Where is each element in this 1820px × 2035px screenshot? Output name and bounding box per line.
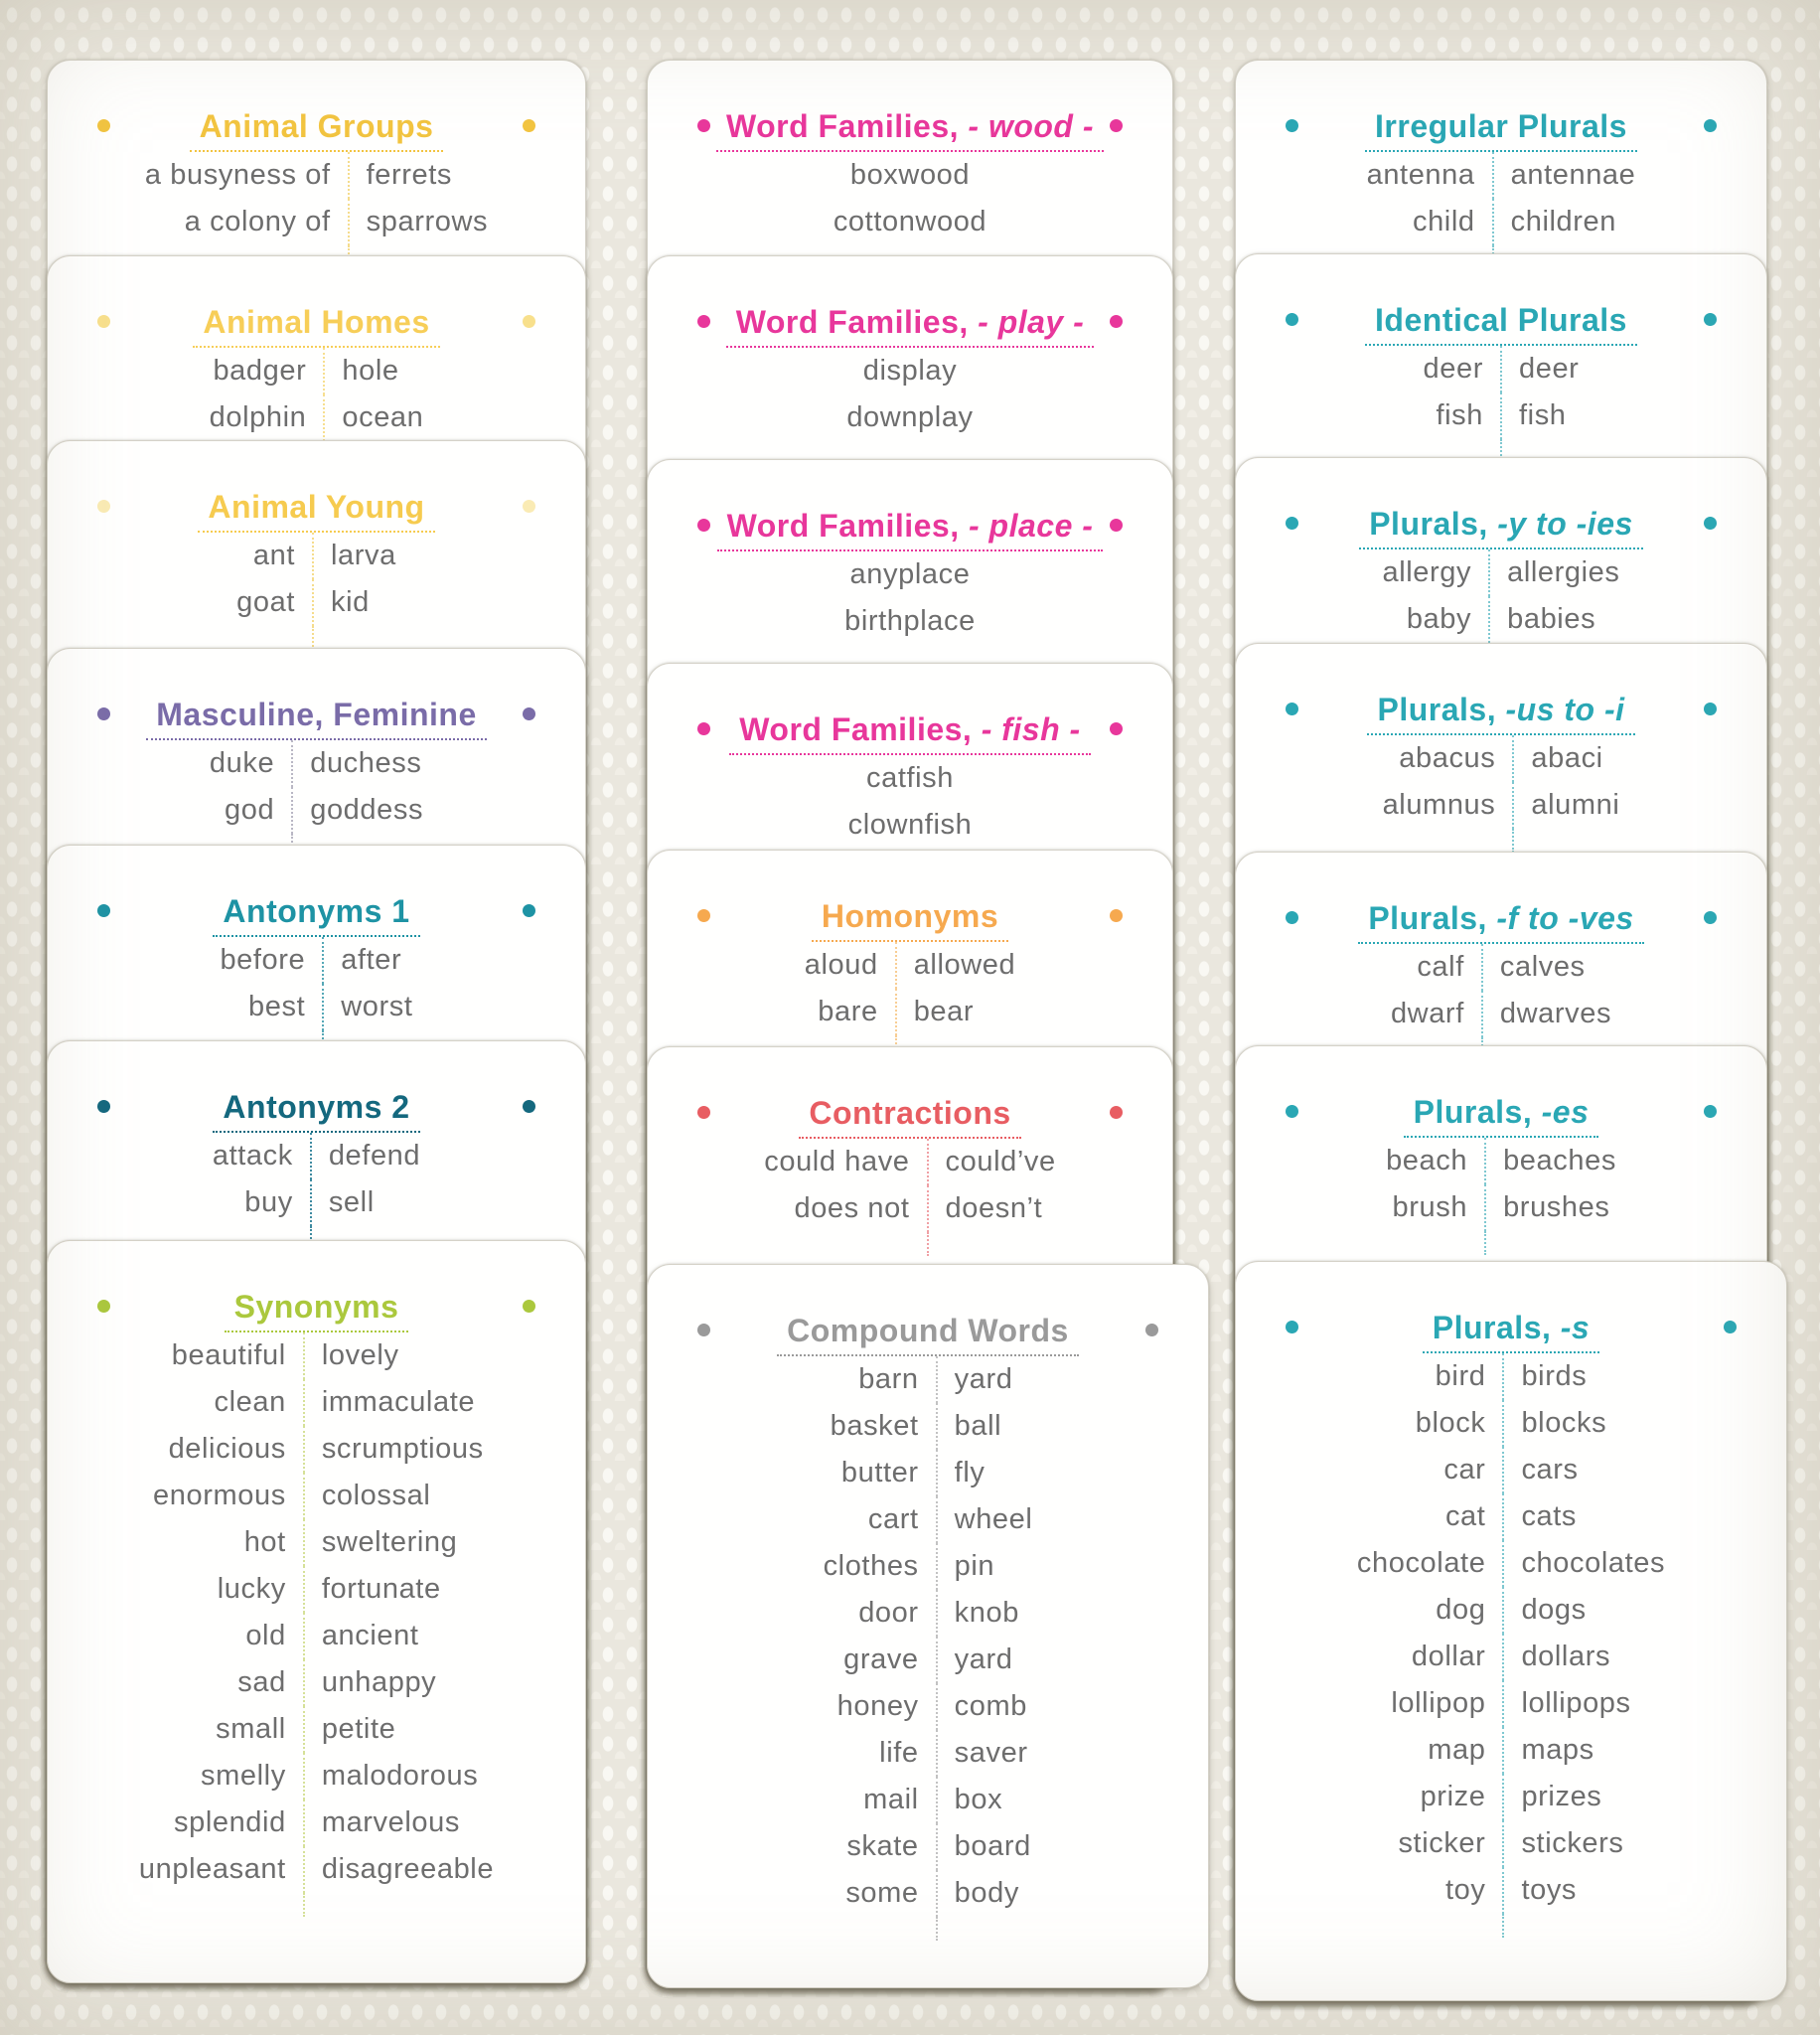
card-title-underline [726,302,1095,348]
word-pair-grid [213,1133,420,1250]
word-right: lovely [321,1339,399,1371]
word-right: dogs [1521,1594,1587,1626]
word-left: before [220,937,324,984]
word: boxwood [849,159,971,191]
word-right: ball [954,1410,1002,1442]
word-left: prize [1357,1774,1505,1820]
word-left: beach [1386,1138,1486,1184]
card-title [682,896,1138,942]
word-right: abaci [1531,742,1603,774]
word-rows [666,551,1154,645]
word-left: dollar [1357,1634,1505,1680]
word-left: sad [139,1659,305,1706]
word-pair-grid [1424,346,1580,463]
word-right: knob [954,1597,1019,1629]
divider-tail [764,1232,928,1256]
word-pair-grid [210,740,423,858]
word-rows [666,348,1154,441]
card-title-underline [799,1093,1020,1139]
card-title [682,1311,1174,1356]
card-title-underline [1367,690,1634,735]
card-title-text: Synonyms [233,1289,399,1325]
card-title [682,709,1138,755]
word-right: dollars [1521,1641,1611,1672]
word-pair-grid [1386,1138,1616,1255]
card-title-text: Compound Words [787,1313,1069,1348]
card-title-suffix: -es [1532,1094,1590,1130]
word-right: yard [954,1363,1013,1395]
word-left: cat [1357,1493,1505,1540]
card-title-underline [190,106,444,152]
card-title [81,891,551,937]
divider-tail [1386,1231,1486,1255]
word-right: petite [321,1713,396,1745]
word-rows [666,942,1154,1059]
word: clownfish [847,809,973,841]
word-right: after [341,944,402,976]
card-title-underline [1404,1092,1599,1138]
card-title [1270,690,1733,735]
card-title-underline [1365,106,1637,152]
card-title-underline [1365,300,1637,346]
card-title-underline [193,302,439,348]
word: anyplace [849,558,971,590]
word-left: toy [1357,1867,1505,1914]
word-right: goddess [310,794,424,826]
word-right: pin [954,1550,995,1582]
word-pair-grid [236,533,396,650]
word-rows [1254,1353,1768,1938]
word-rows [1254,346,1748,463]
divider-tail-right [1514,829,1619,853]
card-title [682,506,1138,551]
card-title-text: Plurals, [1368,900,1487,936]
word-rows [66,152,567,269]
word-left: lucky [139,1566,305,1613]
word-right: larva [330,540,396,571]
card-title-underline [1359,504,1643,549]
word-right: marvelous [321,1806,460,1838]
card-title [81,695,551,740]
card-title-underline [225,1287,409,1332]
card-title [1270,1092,1733,1138]
card-title-suffix: - wood - [959,108,1095,144]
card-title-text: Plurals, [1432,1310,1552,1345]
word-left: car [1357,1447,1505,1493]
word-pair-grid [1391,944,1611,1061]
word-right: ocean [342,401,424,433]
word-left: a busyness of [145,152,350,199]
card-title-suffix: -us to -i [1496,692,1625,727]
word-right: antennae [1510,159,1636,191]
divider-tail-right [929,1232,1056,1256]
word-right: immaculate [321,1386,476,1418]
word-left: butter [824,1450,938,1496]
card-title-underline [146,695,486,740]
word-left: dolphin [210,394,326,441]
word-rows [66,937,567,1054]
card-synonyms [47,1240,586,1983]
word-right: malodorous [321,1760,479,1792]
divider-tail [824,1917,938,1941]
divider-tail-right [1486,1231,1616,1255]
card-title [1270,1308,1752,1353]
word-left: smelly [139,1753,305,1800]
word-right: hole [342,355,399,387]
card-title [1270,898,1733,944]
card-title-suffix: -f to -ves [1486,900,1634,936]
divider-tail [236,626,314,650]
word-rows [66,533,567,650]
card-title-underline [1423,1308,1599,1353]
word-pair-grid [824,1356,1033,1941]
word-right: babies [1507,603,1596,635]
word-right: stickers [1521,1827,1624,1859]
card-title [1270,300,1733,346]
word-rows [66,1332,567,1917]
card-title-text: Contractions [809,1095,1011,1131]
word-left: barn [824,1356,938,1403]
card-title-underline [777,1311,1079,1356]
card-title [81,106,551,152]
word-right: yard [954,1644,1013,1675]
word-left: a colony of [145,199,350,245]
word-left: honey [824,1683,938,1730]
card-title-text: Plurals, [1377,692,1497,727]
word-left: cart [824,1496,938,1543]
card-title-suffix: -y to -ies [1487,506,1633,542]
word-left: clothes [824,1543,938,1590]
word-left: some [824,1870,938,1917]
word-left: child [1367,199,1494,245]
word-right: scrumptious [321,1433,484,1465]
word-left: delicious [139,1426,305,1473]
word-rows [666,755,1154,849]
word-left: buy [213,1179,312,1226]
word-right: saver [954,1737,1028,1769]
word: downplay [846,401,974,433]
card-title-text: Word Families, [735,304,969,340]
word-left: splendid [139,1800,305,1846]
card-title-suffix: - fish - [972,711,1081,747]
card-title-text: Animal Groups [199,108,434,144]
word: cottonwood [833,206,987,237]
word-right: blocks [1521,1407,1607,1439]
card-title-text: Homonyms [821,898,999,934]
word-right: fish [1519,399,1567,431]
word-right: allergies [1507,556,1620,588]
word: birthplace [844,605,976,637]
word-left: skate [824,1823,938,1870]
word-right: fly [954,1457,986,1488]
card-title [81,487,551,533]
card-title-text: Antonyms 2 [223,1089,410,1125]
word-right: bear [913,996,975,1027]
card-title-underline [213,891,419,937]
card-title-text: Plurals, [1369,506,1488,542]
word-left: baby [1382,596,1490,643]
word-pair-grid [805,942,1016,1059]
card-title-underline [198,487,434,533]
word-right: children [1510,206,1616,237]
word-left: unpleasant [139,1846,305,1893]
word-right: board [954,1830,1031,1862]
divider-tail [1383,829,1515,853]
word-right: doesn’t [945,1192,1043,1224]
word-rows [1254,152,1748,269]
word-right: maps [1521,1734,1594,1766]
word-right: ferrets [366,159,453,191]
word-right: chocolates [1521,1547,1666,1579]
card-title [682,1093,1138,1139]
word-left: hot [139,1519,305,1566]
card-title-underline [717,506,1104,551]
word-right: prizes [1521,1781,1602,1812]
word-right: comb [954,1690,1027,1722]
word-left: sticker [1357,1820,1505,1867]
card-column-1 [47,0,584,2035]
word-right: ancient [321,1620,419,1651]
divider-tail-right [314,626,396,650]
word-right: could’ve [945,1146,1056,1177]
word-rows [666,1139,1154,1256]
card-title [81,302,551,348]
word-right: allowed [913,949,1016,981]
divider-tail-right [938,1917,1033,1941]
word-rows [66,740,567,858]
divider-tail-right [305,1893,494,1917]
word-left: door [824,1590,938,1637]
word-right: defend [328,1140,421,1172]
card-title [682,106,1138,152]
word-left: could have [764,1139,928,1185]
word-left: clean [139,1379,305,1426]
word-right: sparrows [366,206,489,237]
word-right: kid [330,586,370,618]
word-right: duchess [310,747,422,779]
divider-tail-right [1504,1914,1665,1938]
word-right: brushes [1503,1191,1610,1223]
word-left: god [210,787,293,834]
word-left: goat [236,579,314,626]
card-title-text: Animal Young [208,489,425,525]
word-left: calf [1391,944,1483,991]
word-left: dog [1357,1587,1505,1634]
word-left: bare [805,989,897,1035]
word-left: dwarf [1391,991,1483,1037]
word-right: worst [341,991,413,1022]
card-title-underline [213,1087,419,1133]
word-left: deer [1424,346,1502,392]
card-title [682,302,1138,348]
card-column-3 [1235,0,1765,2035]
word-right: alumni [1531,789,1620,821]
word-left: allergy [1382,549,1490,596]
card-title-text: Animal Homes [203,304,430,340]
word: display [862,355,958,387]
word-left: basket [824,1403,938,1450]
word-right: cats [1521,1500,1578,1532]
card-title-underline [716,106,1104,152]
card-title-underline [729,709,1090,755]
word-right: wheel [954,1503,1033,1535]
card-title [1270,504,1733,549]
word-left: aloud [805,942,897,989]
card-title-text: Word Families, [725,108,959,144]
divider-tail [139,1893,305,1917]
word-pair-grid [220,937,412,1054]
word-left: abacus [1383,735,1515,782]
word-right: disagreeable [321,1853,495,1885]
word-left: brush [1386,1184,1486,1231]
word-pair-grid [139,1332,494,1917]
word-left: ant [236,533,314,579]
word-left: small [139,1706,305,1753]
word-left: map [1357,1727,1505,1774]
word-pair-grid [1383,735,1620,853]
card-title-underline [1358,898,1643,944]
word-pair-grid [764,1139,1055,1256]
card-title-text: Word Families, [726,508,960,544]
word-right: body [954,1877,1019,1909]
word-left: attack [213,1133,312,1179]
card-title-underline [812,896,1008,942]
word-right: box [954,1784,1003,1815]
card-title [81,1087,551,1133]
card-title-text: Word Families, [739,711,973,747]
word-right: sweltering [321,1526,458,1558]
word-right: cars [1521,1454,1579,1486]
word-left: mail [824,1777,938,1823]
word-right: dwarves [1499,998,1612,1029]
card-title [81,1287,551,1332]
card-title-suffix: - place - [959,508,1094,544]
word-left: antenna [1367,152,1494,199]
word-left: bird [1357,1353,1505,1400]
word-right: birds [1521,1360,1588,1392]
card-title-text: Plurals, [1413,1094,1533,1130]
word-rows [1254,1138,1748,1255]
word-rows [666,1356,1190,1941]
word-left: beautiful [139,1332,305,1379]
word-pair-grid [1367,152,1636,269]
word-left: old [139,1613,305,1659]
card-compound-words [647,1264,1209,1988]
card-plurals-s [1235,1261,1787,2001]
word-left: block [1357,1400,1505,1447]
word-right: colossal [321,1480,431,1511]
card-title-text: Identical Plurals [1375,302,1627,338]
word-right: fortunate [321,1573,441,1605]
word-pair-grid [145,152,488,269]
word-left: life [824,1730,938,1777]
word-rows [666,152,1154,245]
word-right: calves [1499,951,1586,983]
word-right: lollipops [1521,1687,1631,1719]
word-left: does not [764,1185,928,1232]
word-left: duke [210,740,293,787]
word-rows [66,1133,567,1250]
card-title [1270,106,1733,152]
card-title-text: Masculine, Feminine [156,697,477,732]
word-rows [1254,735,1748,853]
word-left: best [220,984,324,1030]
card-title-text: Irregular Plurals [1375,108,1627,144]
word-left: enormous [139,1473,305,1519]
word-left: fish [1424,392,1502,439]
card-title-text: Antonyms 1 [223,893,410,929]
word-right: toys [1521,1874,1578,1906]
card-column-2 [647,0,1171,2035]
word-right: unhappy [321,1666,437,1698]
word-left: alumnus [1383,782,1515,829]
card-title-suffix: - play - [968,304,1085,340]
word-left: lollipop [1357,1680,1505,1727]
word-right: sell [328,1186,375,1218]
divider-tail [1357,1914,1505,1938]
word-left: badger [210,348,326,394]
word: catfish [865,762,954,794]
word-right: deer [1519,353,1580,385]
word-rows [1254,944,1748,1061]
word-right: beaches [1503,1145,1616,1176]
word-left: grave [824,1637,938,1683]
card-title-suffix: -s [1551,1310,1591,1345]
word-pair-grid [1357,1353,1665,1938]
word-left: chocolate [1357,1540,1505,1587]
